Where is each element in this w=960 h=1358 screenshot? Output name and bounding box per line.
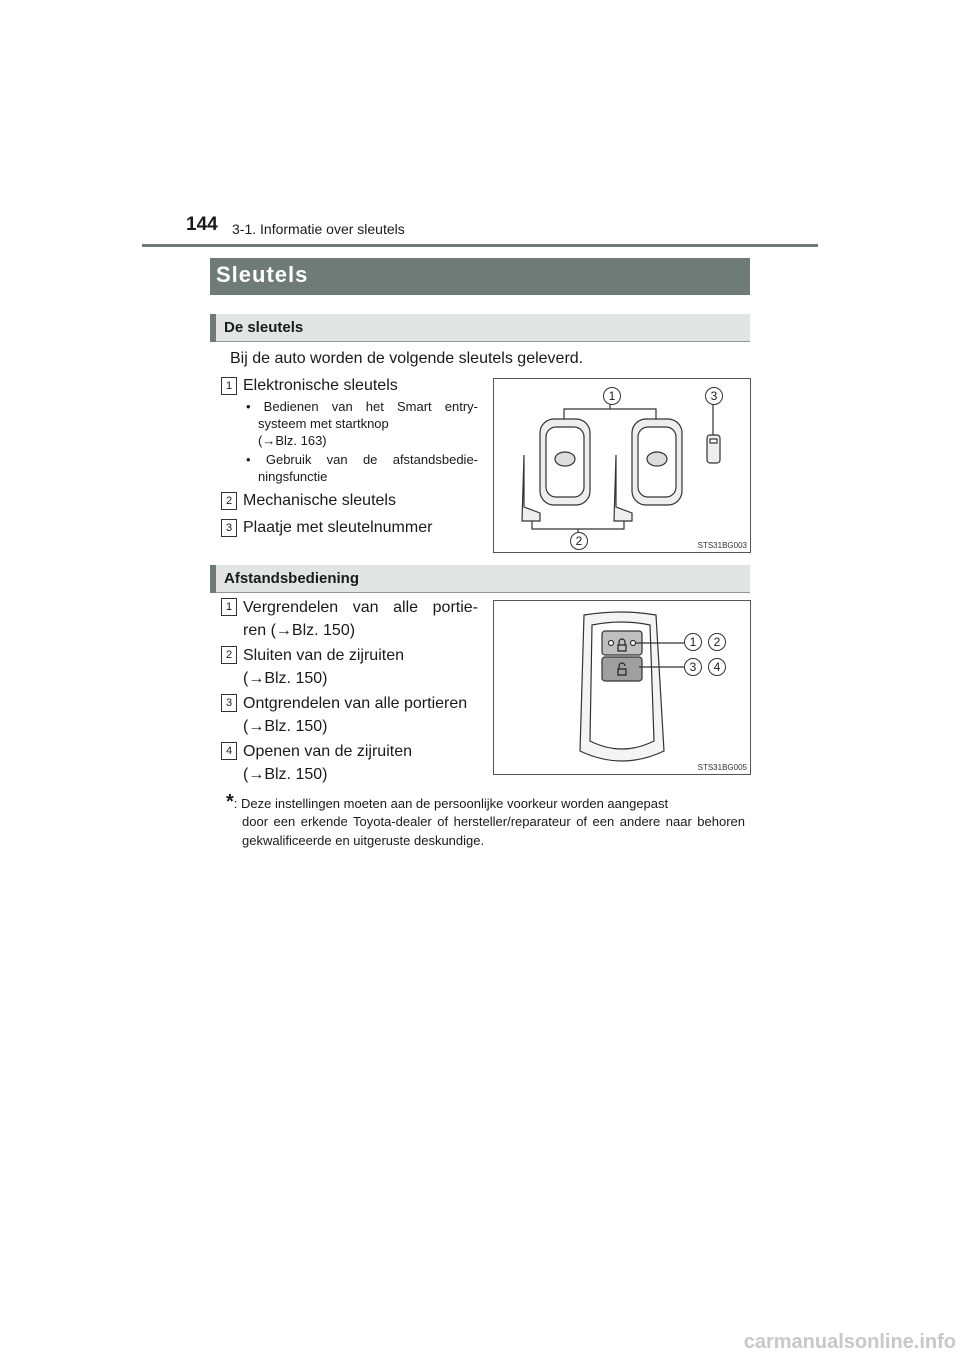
section-label: 3-1. Informatie over sleutels [232, 221, 405, 237]
bullet-1-line1: • Bedienen van het Smart entry- [246, 399, 478, 414]
item-unlock-line2: (→Blz. 150) [243, 718, 328, 735]
item-mechanical-keys: Mechanische sleutels [243, 492, 396, 509]
figure-code: STS31BG005 [697, 763, 747, 772]
callout-icon: 2 [570, 532, 588, 550]
item-unlock-line1: Ontgrendelen van alle portieren [243, 695, 468, 712]
item-close-windows-line2: (→Blz. 150) [243, 670, 328, 687]
item-electronic-keys: Elektronische sleutels [243, 377, 398, 394]
section-heading-keys [210, 314, 750, 342]
item-number-icon: 2 [221, 646, 237, 664]
keys-illustration [494, 379, 750, 552]
page-number: 144 [186, 214, 218, 235]
item-number-icon: 3 [221, 694, 237, 712]
section-heading-remote [210, 565, 750, 593]
callout-icon: 3 [705, 387, 723, 405]
watermark: carmanualsonline.info [743, 1331, 956, 1353]
page-title-bar [210, 258, 750, 295]
item-close-windows-line1: Sluiten van de zijruiten [243, 647, 404, 664]
callout-icon: 2 [708, 633, 726, 651]
page-title: Sleutels [216, 262, 309, 287]
heading-marker [210, 565, 216, 593]
item-number-icon: 2 [221, 492, 237, 510]
intro-text: Bij de auto worden de volgende sleutels geleverd. [230, 350, 584, 367]
footnote-star: * [226, 791, 234, 813]
figure-code: STS31BG003 [697, 541, 747, 550]
keys-figure [493, 378, 751, 553]
item-open-windows-line1: Openen van de zijruiten [243, 743, 412, 760]
callout-icon: 4 [708, 658, 726, 676]
callout-icon: 1 [684, 633, 702, 651]
bullet-1-line3: (→Blz. 163) [258, 433, 327, 448]
header-rule [142, 244, 818, 247]
callout-icon: 1 [603, 387, 621, 405]
item-number-icon: 3 [221, 519, 237, 537]
bullet-2-line1: • Gebruik van de afstandsbedie- [246, 452, 478, 467]
footnote-first-line [226, 793, 751, 813]
item-number-icon: 4 [221, 742, 237, 760]
footnote-body: door een erkende Toyota-dealer of hersteller/reparateur of een andere naar behoren gekwalificeerde en uitgeruste deskundige. [242, 814, 745, 848]
remote-figure [493, 600, 751, 775]
remote-illustration [494, 601, 750, 774]
item-lock-line1: Vergrendelen van alle portie- [243, 599, 478, 616]
section-heading-keys-text: De sleutels [224, 319, 304, 336]
item-lock-line2: ren (→Blz. 150) [243, 622, 356, 639]
item-number-icon: 1 [221, 598, 237, 616]
item-key-number-plate: Plaatje met sleutelnummer [243, 519, 433, 536]
item-number-icon: 1 [221, 377, 237, 395]
item-open-windows-line2: (→Blz. 150) [243, 766, 328, 783]
section-heading-remote-text: Afstandsbediening [224, 570, 360, 587]
callout-icon: 3 [684, 658, 702, 676]
bullet-1-line2: systeem met startknop [258, 416, 389, 431]
bullet-2-line2: ningsfunctie [258, 469, 328, 484]
footnote-line1: : Deze instellingen moeten aan de persoonlijke voorkeur worden aangepast [233, 796, 669, 811]
heading-marker [210, 314, 216, 342]
